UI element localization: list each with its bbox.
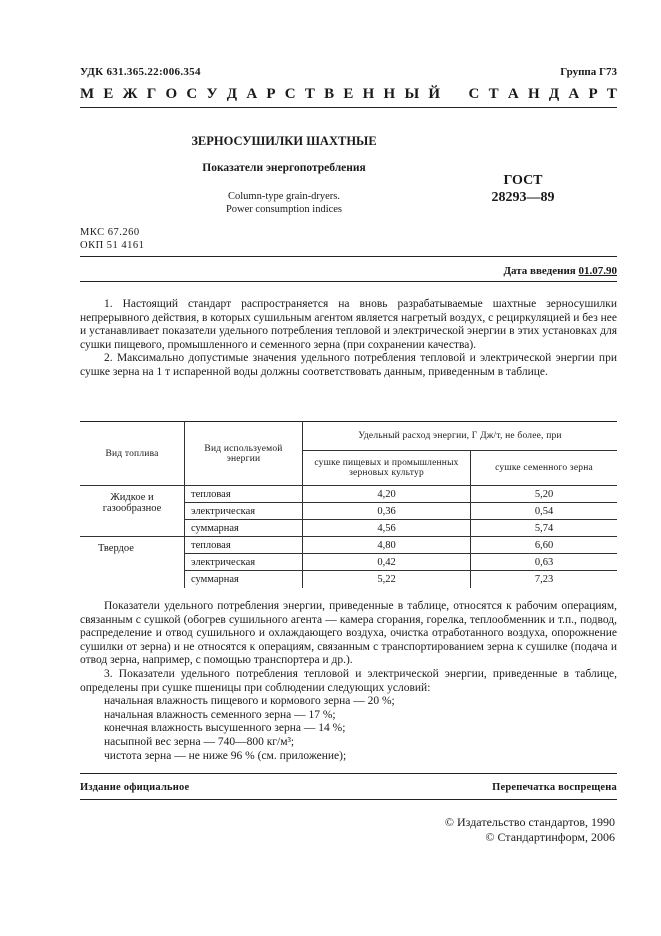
intro-paragraphs <box>80 298 617 380</box>
food-value-cell: 0,42 <box>303 554 471 571</box>
gost-label: ГОСТ <box>503 173 543 188</box>
table-header-seed: сушке семенного зерна <box>471 451 618 486</box>
okp-code: ОКП 51 4161 <box>80 240 145 251</box>
official-edition-label: Издание официальное <box>80 782 190 793</box>
seed-value-cell: 6,60 <box>471 537 618 554</box>
footer-rule <box>80 773 617 774</box>
energy-table <box>80 421 617 588</box>
condition-item: начальная влажность семенного зерна — 17 %; <box>104 708 336 721</box>
mks-code: МКС 67.260 <box>80 227 140 238</box>
copyright-line-1: © Издательство стандартов, 1990 <box>444 815 615 829</box>
codes-rule <box>80 256 617 257</box>
document-title: ЗЕРНОСУШИЛКИ ШАХТНЫЕ <box>191 134 377 148</box>
footer-bottom-rule <box>80 799 617 800</box>
paragraph-4: 3. Показатели удельного потребления тепловой и электрической энергии, приведенные в таблице, определены при сушке пшеницы при соблюдении следующих условий: <box>80 667 617 694</box>
energy-cell: электрическая <box>185 554 303 571</box>
food-value-cell: 5,22 <box>303 571 471 588</box>
condition-item: конечная влажность высушенного зерна — 14 %; <box>104 722 346 735</box>
udk-code: УДК 631.365.22:006.354 <box>80 66 201 78</box>
table-row <box>80 537 617 554</box>
seed-value-cell: 0,54 <box>471 503 618 520</box>
food-value-cell: 4,56 <box>303 520 471 537</box>
reprint-prohibited-label: Перепечатка воспрещена <box>492 782 617 793</box>
paragraph-2: 2. Максимально допустимые значения удельного потребления тепловой и электрической энергии при сушке зерна на 1 т испаренной воды должны соответствовать данным, приведенным в таблице. <box>80 352 617 378</box>
food-value-cell: 4,80 <box>303 537 471 554</box>
intro-date <box>503 265 617 277</box>
english-title-line1: Column-type grain-dryers. <box>228 191 340 202</box>
fuel-cell: Твердое <box>80 537 185 588</box>
gost-number: 28293—89 <box>491 190 555 205</box>
condition-item: начальная влажность пищевого и кормового зерна — 20 %; <box>104 695 395 708</box>
standard-banner: М Е Ж Г О С У Д А Р С Т В Е Н Н Ы Й С Т А Н Д А Р Т <box>80 86 617 102</box>
intro-date-value: 01.07.90 <box>578 265 617 277</box>
food-value-cell: 4,20 <box>303 486 471 503</box>
body-paragraphs <box>80 600 617 763</box>
document-subtitle: Показатели энергопотребления <box>202 162 366 174</box>
table-header-fuel: Вид топлива <box>80 422 185 486</box>
energy-cell: электрическая <box>185 503 303 520</box>
energy-cell: суммарная <box>185 571 303 588</box>
energy-cell: тепловая <box>185 486 303 503</box>
table-row <box>80 486 617 503</box>
date-rule <box>80 281 617 282</box>
copyright-line-2: © Стандартинформ, 2006 <box>485 830 615 844</box>
english-title-line2: Power consumption indices <box>225 204 343 215</box>
fuel-cell: Жидкое и газообразное <box>80 486 185 537</box>
food-value-cell: 0,36 <box>303 503 471 520</box>
paragraph-1: 1. Настоящий стандарт распространяется на вновь разрабатываемые шахтные зерносушилки непрерывного действия, в которых сушильным агентом является нагретый воздух, с рециркуляцией и без нее и устанавливает показатели удельного потребления тепловой и электрической энергии в этих установках для сушки пищевого, промышленного и семенного зерна (при сохранении качества). <box>80 298 617 351</box>
group-code: Группа Г73 <box>560 66 617 78</box>
paragraph-3: Показатели удельного потребления энергии, приведенные в таблице, относятся к рабочим операциям, связанным с сушкой (обогрев сушильного агента — камера сгорания, горелка, теплообменник и т.п., подвод, распределение и отвод сушильного и охлаждающего воздуха, очистка отработанного воздуха, опорожнение сушилки от зерна) и не относятся к операциям, связанным с транспортированием зерна к сушилке (подача и отвод зерна, например, с помощью транспортера и др.). <box>80 600 617 667</box>
table-header-energy: Вид используемой энергии <box>185 422 303 486</box>
condition-item: насыпной вес зерна — 740—800 кг/м³; <box>104 735 295 748</box>
table-header-group: Удельный расход энергии, Г Дж/т, не более, при <box>303 422 618 451</box>
condition-item: чистота зерна — не ниже 96 % (см. приложение); <box>104 749 347 762</box>
seed-value-cell: 0,63 <box>471 554 618 571</box>
energy-cell: суммарная <box>185 520 303 537</box>
header-rule <box>80 107 617 108</box>
energy-cell: тепловая <box>185 537 303 554</box>
seed-value-cell: 7,23 <box>534 573 554 585</box>
seed-value-cell: 5,20 <box>471 486 618 503</box>
table-header-food: сушке пищевых и промышленных зерновых культур <box>303 451 471 486</box>
seed-value-cell: 5,74 <box>471 520 618 537</box>
intro-date-label: Дата введения <box>503 265 576 277</box>
